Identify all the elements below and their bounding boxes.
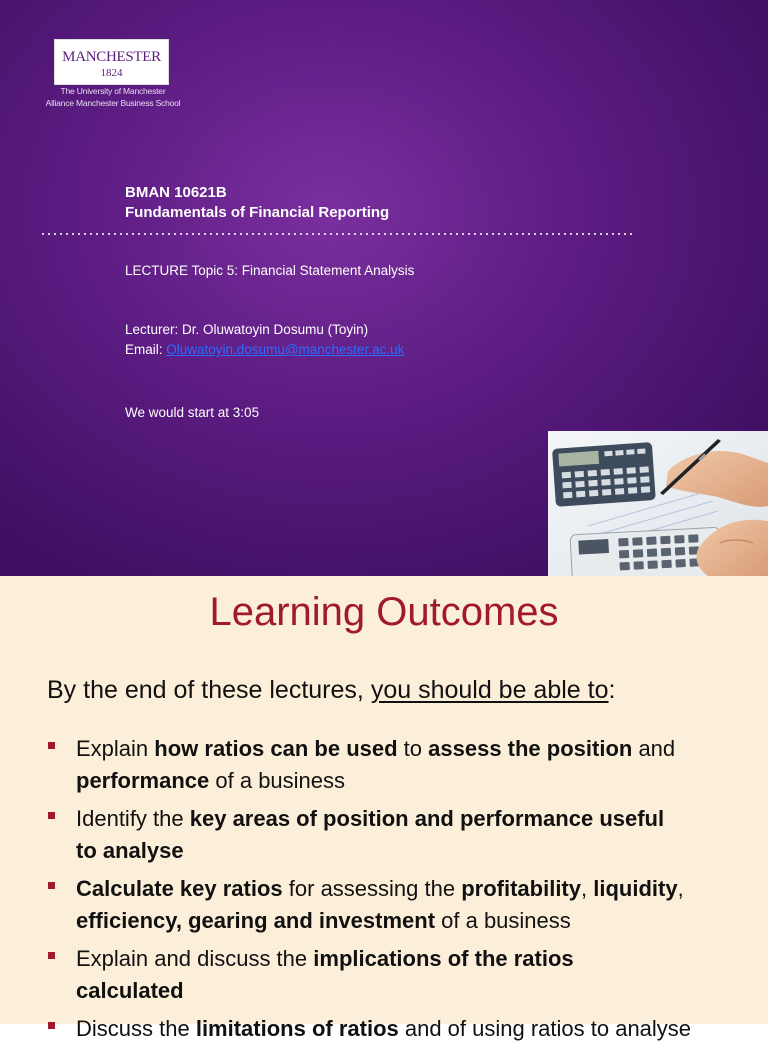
calculator-and-pen-icon bbox=[548, 431, 768, 576]
outcome-text bbox=[76, 873, 726, 937]
outcome-text bbox=[76, 803, 726, 867]
email-link[interactable]: Oluwatoyin.dosumu@manchester.ac.uk bbox=[166, 342, 405, 357]
outcome-bold-text: limitations of ratios bbox=[195, 1016, 399, 1041]
course-code: BMAN 10621B bbox=[125, 184, 227, 201]
outcome-plain-text: Identify the bbox=[76, 806, 190, 831]
outcome-bold-text: calculated bbox=[76, 978, 184, 1003]
outcome-bold-text: performance bbox=[76, 768, 210, 793]
outcome-bold-text: implications of the ratios bbox=[313, 946, 574, 971]
outcome-line bbox=[76, 835, 726, 867]
logo-school-line: Alliance Manchester Business School bbox=[45, 98, 181, 108]
outcome-plain-text: , bbox=[581, 876, 594, 901]
bullet-icon bbox=[48, 742, 55, 749]
calculator-photo bbox=[548, 431, 768, 576]
outcome-line bbox=[76, 1013, 726, 1045]
bullet-icon bbox=[48, 1022, 55, 1029]
outcome-line bbox=[76, 733, 726, 765]
outcome-bold-text: Calculate key ratios bbox=[76, 876, 283, 901]
outcome-plain-text: , bbox=[677, 876, 684, 901]
outcome-line bbox=[76, 765, 726, 797]
outcome-plain-text: of a business bbox=[435, 908, 571, 933]
start-time-note: We would start at 3:05 bbox=[125, 405, 260, 420]
bullet-icon bbox=[48, 952, 55, 959]
outcome-plain-text: Explain and discuss the bbox=[76, 946, 314, 971]
email-row bbox=[125, 342, 404, 357]
dotted-divider bbox=[40, 232, 635, 236]
intro-underlined: you should be able to bbox=[370, 676, 609, 704]
outcome-plain-text: for assessing the bbox=[282, 876, 462, 901]
outcome-plain-text: and bbox=[632, 736, 676, 761]
logo-wordmark: MANCHESTER bbox=[62, 49, 161, 65]
outcome-line bbox=[76, 975, 726, 1007]
logo-university-line: The University of Manchester bbox=[60, 86, 166, 96]
outcome-plain-text: of a business bbox=[209, 768, 346, 793]
intro-sentence bbox=[47, 676, 615, 705]
outcome-text bbox=[76, 1013, 726, 1045]
outcome-plain-text: to bbox=[397, 736, 429, 761]
outcome-bold-text: how ratios can be used bbox=[154, 736, 398, 761]
slide-title: Learning Outcomes bbox=[209, 590, 559, 634]
outcome-plain-text: Discuss the bbox=[76, 1016, 196, 1041]
outcome-text bbox=[76, 733, 726, 797]
outcome-plain-text: and of using ratios to analyse bbox=[398, 1016, 692, 1041]
outcome-bold-text: profitability bbox=[461, 876, 581, 901]
outcome-line bbox=[76, 943, 726, 975]
logo-year: 1824 bbox=[100, 67, 123, 79]
outcome-plain-text: Explain bbox=[76, 736, 155, 761]
bullet-icon bbox=[48, 812, 55, 819]
outcome-bold-text: key areas of position and performance useful bbox=[189, 806, 665, 831]
outcome-bold-text: assess the position bbox=[428, 736, 633, 761]
email-label: Email: bbox=[125, 342, 167, 357]
outcome-bold-text: liquidity bbox=[593, 876, 678, 901]
outcome-line bbox=[76, 905, 726, 937]
learning-outcomes-slide bbox=[0, 576, 768, 1041]
manchester-logo bbox=[40, 38, 186, 112]
outcome-line bbox=[76, 873, 726, 905]
lecturer-name: Lecturer: Dr. Oluwatoyin Dosumu (Toyin) bbox=[125, 322, 369, 337]
outcome-line bbox=[76, 803, 726, 835]
intro-prefix: By the end of these lectures, bbox=[47, 676, 371, 704]
outcome-text bbox=[76, 943, 726, 1007]
course-title: Fundamentals of Financial Reporting bbox=[125, 204, 390, 221]
lecture-topic: LECTURE Topic 5: Financial Statement Analysis bbox=[125, 263, 415, 278]
outcome-bold-text: efficiency, gearing and investment bbox=[76, 908, 436, 933]
intro-suffix: : bbox=[608, 676, 616, 704]
logo-box bbox=[54, 39, 169, 85]
outcome-bold-text: to analyse bbox=[76, 838, 184, 863]
bullet-icon bbox=[48, 882, 55, 889]
